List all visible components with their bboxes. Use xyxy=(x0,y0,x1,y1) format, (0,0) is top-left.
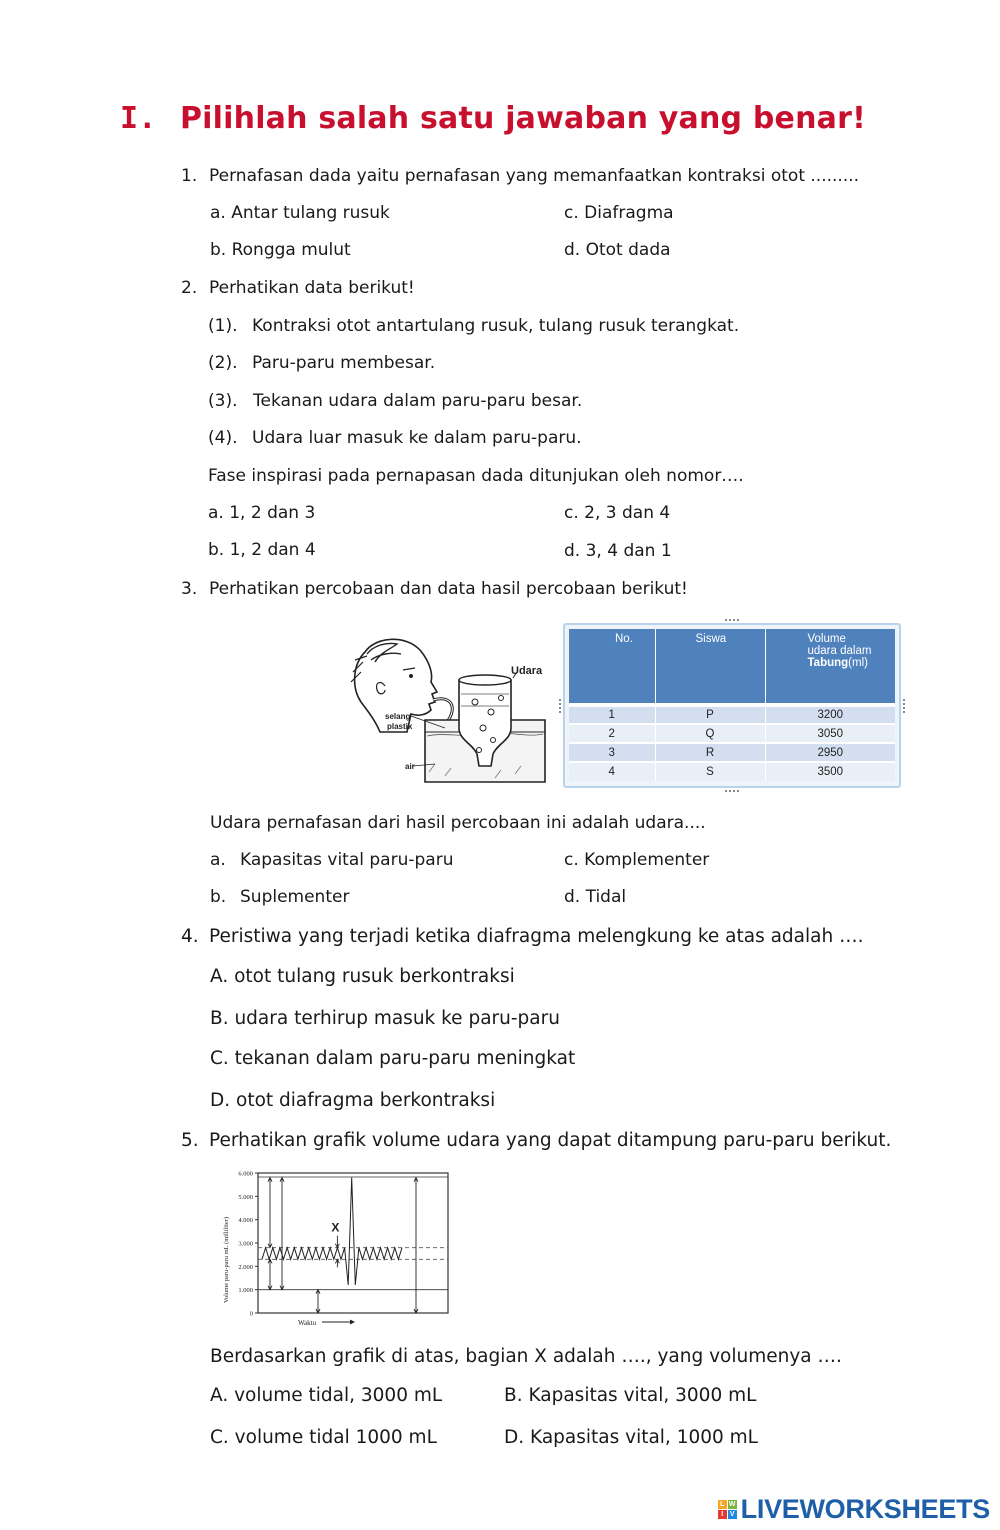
y-tick-label: 3.000 xyxy=(238,1240,253,1248)
q2-option-c[interactable]: c. 2, 3 dan 4 xyxy=(564,503,671,523)
breathing-experiment-drawing xyxy=(345,632,550,792)
q2-statement-1: (1). Kontraksi otot antartulang rusuk, tulang rusuk terangkat. xyxy=(208,316,740,336)
label-selang: selang xyxy=(385,712,411,721)
annotation-x-label: X xyxy=(331,1220,340,1235)
q3-option-a[interactable]: a. Kapasitas vital paru-paru xyxy=(210,850,454,870)
logo-text: LIVEWORKSHEETS xyxy=(740,1493,990,1524)
header-siswa: Siswa xyxy=(655,629,765,705)
question-text: Perhatikan data berikut! xyxy=(209,278,415,298)
question-number: 4. xyxy=(181,926,199,947)
question-2 xyxy=(181,278,415,298)
question-4 xyxy=(181,926,863,948)
header-volume: Volume udara dalam Tabung(ml) xyxy=(765,629,895,705)
x-axis-label: Waktu xyxy=(298,1319,317,1327)
y-tick-label: 0 xyxy=(249,1310,253,1318)
liveworksheets-logo[interactable] xyxy=(718,1494,990,1524)
question-1 xyxy=(181,166,859,186)
label-udara: Udara xyxy=(511,665,543,677)
q4-option-c[interactable]: C. tekanan dalam paru-paru meningkat xyxy=(210,1048,576,1069)
label-air: air xyxy=(405,762,415,771)
lung-volume-chart-svg xyxy=(210,1165,460,1330)
q1-option-a[interactable]: a. Antar tulang rusuk xyxy=(210,203,390,223)
resize-handle-left xyxy=(559,699,561,713)
y-tick-label: 2.000 xyxy=(238,1263,253,1271)
table-row: 1 P 3200 xyxy=(569,705,895,724)
q5-option-b[interactable]: B. Kapasitas vital, 3000 mL xyxy=(504,1385,757,1406)
resize-handle-right xyxy=(903,699,905,713)
q3-option-d[interactable]: d. Tidal xyxy=(564,887,627,907)
question-text: Perhatikan percobaan dan data hasil percobaan berikut! xyxy=(209,579,688,599)
q5-option-d[interactable]: D. Kapasitas vital, 1000 mL xyxy=(504,1427,758,1448)
lung-volume-chart xyxy=(210,1165,460,1330)
section-heading xyxy=(120,101,866,136)
q2-statement-3: (3). Tekanan udara dalam paru-paru besar. xyxy=(208,391,583,411)
y-tick-label: 4.000 xyxy=(238,1217,253,1225)
y-tick-label: 1.000 xyxy=(238,1287,253,1295)
y-tick-label: 5.000 xyxy=(238,1193,253,1201)
q2-option-d[interactable]: d. 3, 4 dan 1 xyxy=(564,541,672,561)
logo-mark-icon: L W I V xyxy=(718,1500,737,1519)
question-5 xyxy=(181,1130,891,1152)
question-3 xyxy=(181,579,688,599)
question-number: 2. xyxy=(181,278,198,298)
y-axis-label: Volume paru-paru mL (milliliter) xyxy=(223,1216,230,1303)
q1-option-b[interactable]: b. Rongga mulut xyxy=(210,240,351,260)
q3-prompt: Udara pernafasan dari hasil percobaan ini adalah udara.... xyxy=(210,813,706,833)
plot-frame xyxy=(258,1173,448,1313)
experiment-data-table xyxy=(563,623,901,788)
q2-prompt: Fase inspirasi pada pernapasan dada ditunjukan oleh nomor…. xyxy=(208,466,744,486)
q2-statement-4: (4). Udara luar masuk ke dalam paru-paru. xyxy=(208,428,582,448)
table-row: 4 S 3500 xyxy=(569,762,895,781)
table-row: 2 Q 3050 xyxy=(569,724,895,743)
question-text: Peristiwa yang terjadi ketika diafragma melengkung ke atas adalah …. xyxy=(209,926,864,947)
q4-option-a[interactable]: A. otot tulang rusuk berkontraksi xyxy=(210,966,515,987)
label-plastik: plastik xyxy=(387,722,413,731)
q2-option-a[interactable]: a. 1, 2 dan 3 xyxy=(208,503,316,523)
q5-option-c[interactable]: C. volume tidal 1000 mL xyxy=(210,1427,437,1448)
question-text: Perhatikan grafik volume udara yang dapat ditampung paru-paru berikut. xyxy=(209,1130,892,1151)
y-tick-label: 6.000 xyxy=(238,1170,253,1178)
q2-statement-2: (2). Paru-paru membesar. xyxy=(208,353,436,373)
question-number: 3. xyxy=(181,579,198,599)
q4-option-b[interactable]: B. udara terhirup masuk ke paru-paru xyxy=(210,1008,560,1029)
q2-option-b[interactable]: b. 1, 2 dan 4 xyxy=(208,540,316,560)
section-number: I. xyxy=(120,101,157,136)
data-table xyxy=(569,629,895,781)
x-axis-arrowhead xyxy=(350,1320,355,1325)
q1-option-d[interactable]: d. Otot dada xyxy=(564,240,671,260)
q5-option-a[interactable]: A. volume tidal, 3000 mL xyxy=(210,1385,443,1406)
q3-option-b[interactable]: b. Suplementer xyxy=(210,887,350,907)
header-no: No. xyxy=(569,629,655,705)
question-number: 1. xyxy=(181,166,198,186)
question-number: 5. xyxy=(181,1130,199,1151)
table-row: 3 R 2950 xyxy=(569,743,895,762)
q4-option-d[interactable]: D. otot diafragma berkontraksi xyxy=(210,1090,496,1111)
q1-option-c[interactable]: c. Diafragma xyxy=(564,203,674,223)
section-title: Pilihlah salah satu jawaban yang benar! xyxy=(180,101,866,136)
resize-handle-bottom xyxy=(725,790,739,792)
resize-handle-top xyxy=(725,619,739,621)
question-text: Pernafasan dada yaitu pernafasan yang memanfaatkan kontraksi otot ......... xyxy=(209,166,860,186)
q3-option-c[interactable]: c. Komplementer xyxy=(564,850,710,870)
q5-prompt: Berdasarkan grafik di atas, bagian X adalah …., yang volumenya …. xyxy=(210,1346,842,1367)
experiment-illustration xyxy=(345,632,550,792)
